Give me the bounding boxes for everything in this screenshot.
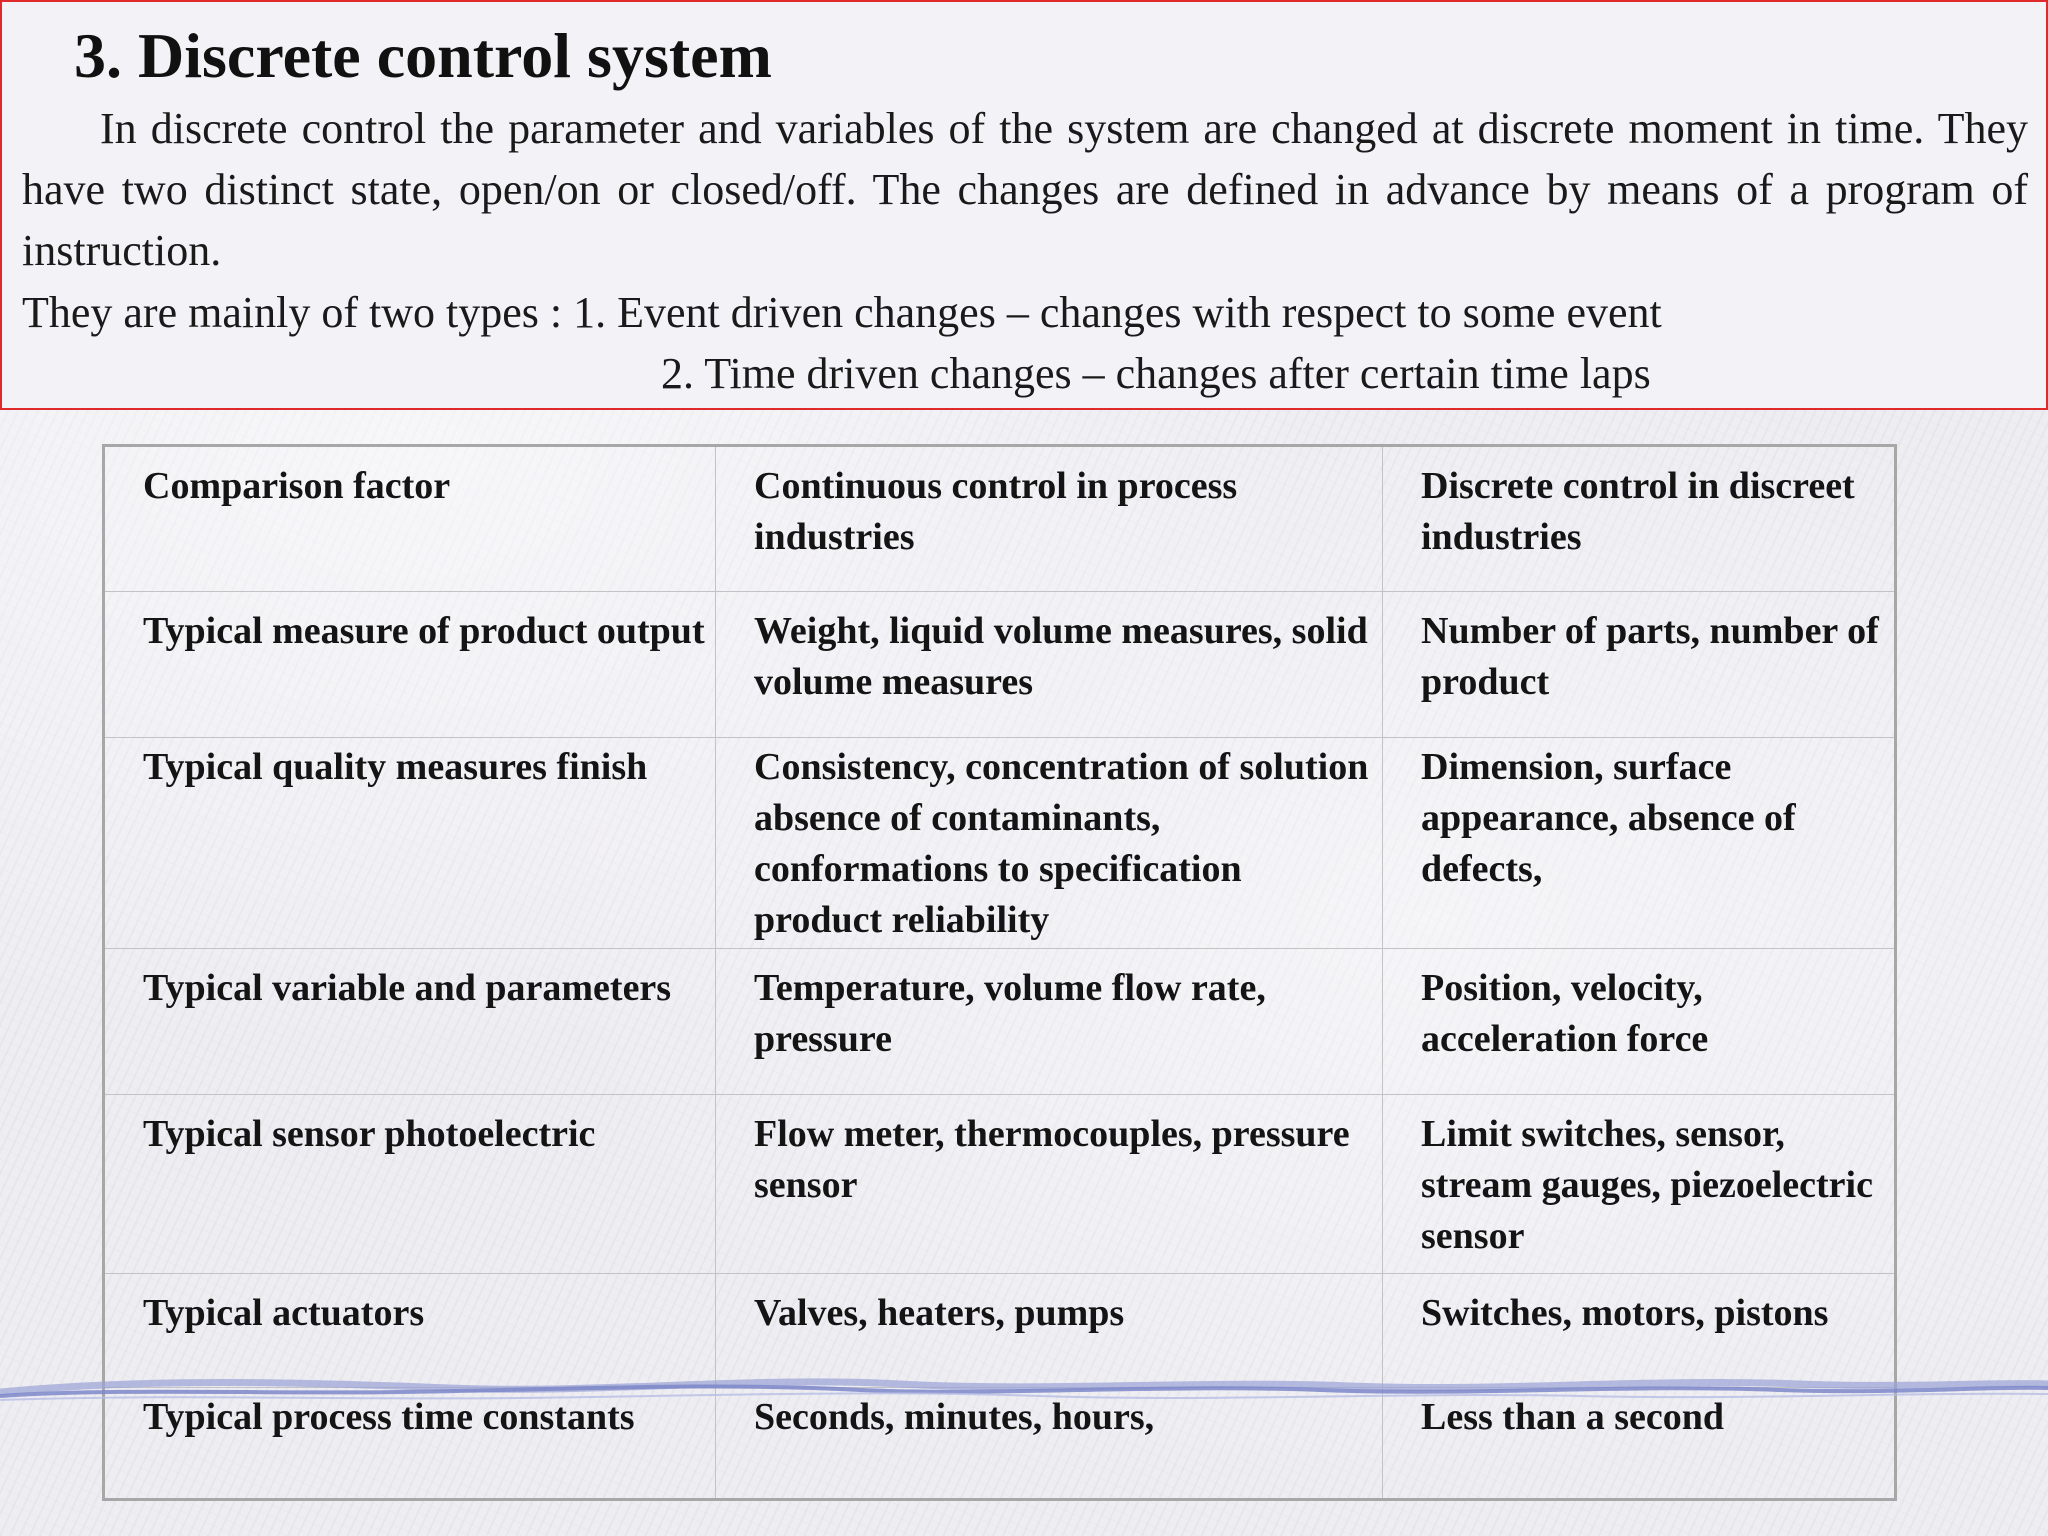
cell-text: Less than a second [1421, 1396, 1724, 1438]
table-cell [104, 1095, 716, 1274]
cell-text: Dimension, surface appearance, absence of defects, [1421, 746, 1796, 890]
table-cell [104, 949, 716, 1095]
type-2: 2. Time driven changes – changes after certain time laps [661, 349, 1651, 398]
table-cell [716, 1274, 1383, 1388]
intro-paragraph: In discrete control the parameter and variables of the system are changed at discrete moment in time. They have two distinct state, open/on or closed/off. The changes are defined in advance by means of a program of instruction. [22, 104, 2028, 275]
comparison-table [102, 444, 1897, 1501]
slide-title: 3. Discrete control system [74, 20, 772, 91]
table-cell [1383, 738, 1896, 949]
cell-text: Flow meter, thermocouples, pressure sensor [754, 1113, 1350, 1206]
table-cell [104, 738, 716, 949]
cell-text: Typical sensor photoelectric [143, 1113, 596, 1155]
cell-text: Position, velocity, acceleration force [1421, 967, 1709, 1060]
types-intro: They are mainly of two types : [22, 288, 574, 337]
table-row [104, 738, 1896, 949]
type-1: 1. Event driven changes – changes with respect to some event [573, 288, 1662, 337]
cell-text: Switches, motors, pistons [1421, 1292, 1829, 1334]
table-cell [104, 1388, 716, 1500]
cell-text: Seconds, minutes, hours, [754, 1396, 1155, 1438]
header-continuous-control: Continuous control in process industries [754, 465, 1238, 558]
cell-text: Weight, liquid volume measures, solid volume measures [754, 610, 1368, 703]
table-cell [1383, 1095, 1896, 1274]
cell-text: Limit switches, sensor, stream gauges, piezoelectric sensor [1421, 1113, 1873, 1257]
cell-text: Typical actuators [143, 1292, 425, 1334]
table-cell [1383, 949, 1896, 1095]
cell-text: Consistency, concentration of solution absence of contaminants, conformations to specification product reliability [754, 746, 1369, 941]
cell-text: Number of parts, number of product [1421, 610, 1879, 703]
cell-text: Typical quality measures finish [143, 746, 648, 788]
header-panel [0, 0, 2048, 410]
table-cell [716, 949, 1383, 1095]
cell-text: Typical process time constants [143, 1396, 635, 1438]
table-header-row [104, 446, 1896, 592]
table-cell [716, 1388, 1383, 1500]
table-row [104, 1274, 1896, 1388]
table-cell [1383, 1274, 1896, 1388]
table-cell [104, 1274, 716, 1388]
header-cell [104, 446, 716, 592]
table-cell [716, 1095, 1383, 1274]
cell-text: Temperature, volume flow rate, pressure [754, 967, 1266, 1060]
header-cell [716, 446, 1383, 592]
cell-text: Typical measure of product output [143, 610, 705, 652]
types-line [22, 282, 1662, 343]
table-row [104, 592, 1896, 738]
table-row [104, 1388, 1896, 1500]
table-cell [1383, 592, 1896, 738]
cell-text: Typical variable and parameters [143, 967, 672, 1009]
table-cell [716, 738, 1383, 949]
header-cell [1383, 446, 1896, 592]
table-row [104, 949, 1896, 1095]
cell-text: Valves, heaters, pumps [754, 1292, 1125, 1334]
table-cell [1383, 1388, 1896, 1500]
table-row [104, 1095, 1896, 1274]
header-discrete-control: Discrete control in discreet industries [1421, 465, 1855, 558]
table-cell [104, 592, 716, 738]
table-cell [716, 592, 1383, 738]
header-comparison-factor: Comparison factor [143, 465, 451, 507]
